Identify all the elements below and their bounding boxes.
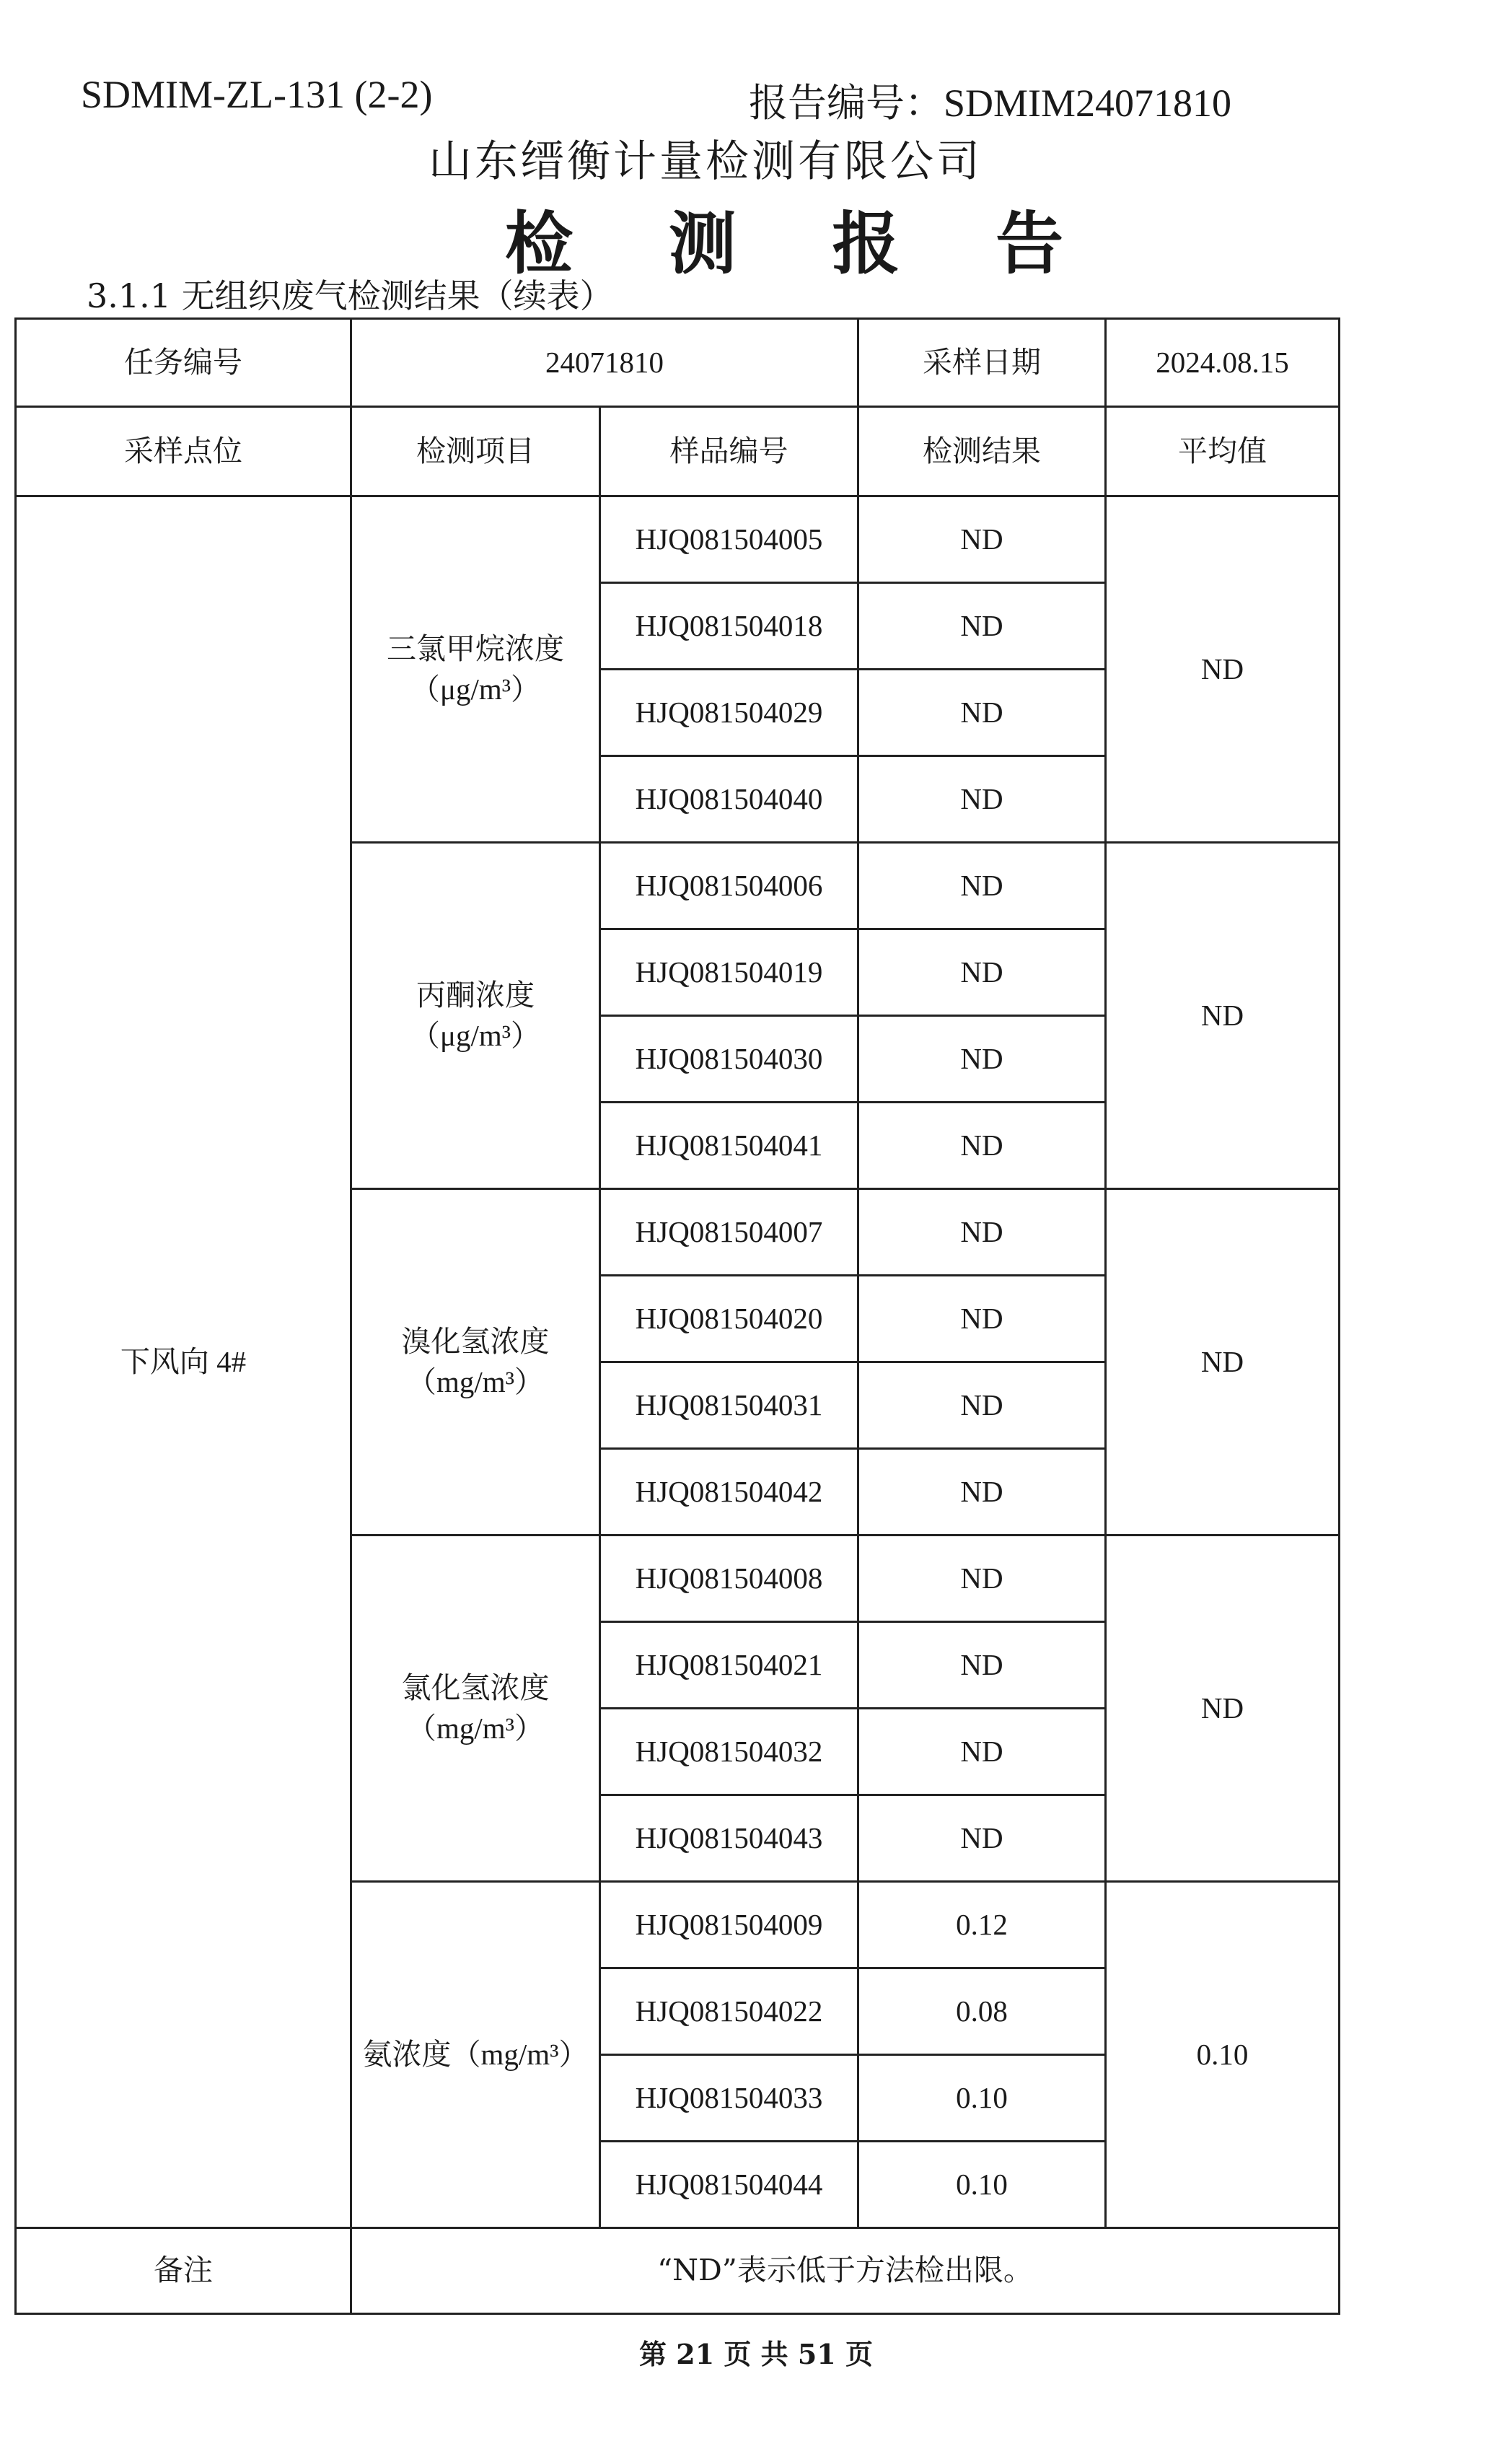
sample-id: HJQ081504031 (600, 1362, 858, 1449)
note-text: “ND”表示低于方法检出限。 (351, 2228, 1340, 2314)
test-result: ND (858, 1189, 1106, 1276)
test-result: ND (858, 1103, 1106, 1189)
section-title: 3.1.1 无组织废气检测结果（续表） (87, 276, 613, 315)
report-number: 报告编号：SDMIM24071810 (749, 82, 1232, 125)
table-row (16, 496, 1340, 583)
column-header-sample-id: 样品编号 (600, 407, 858, 496)
note-label: 备注 (16, 2228, 351, 2314)
sample-id: HJQ081504020 (600, 1276, 858, 1362)
test-result: ND (858, 1709, 1106, 1795)
test-item (351, 1882, 600, 2228)
form-code: SDMIM-ZL-131 (2-2) (81, 73, 433, 116)
test-result: 0.10 (858, 2142, 1106, 2228)
test-result: ND (858, 1016, 1106, 1103)
column-header-result: 检测结果 (858, 407, 1106, 496)
sample-id: HJQ081504042 (600, 1449, 858, 1536)
sample-id: HJQ081504018 (600, 583, 858, 670)
sample-id: HJQ081504009 (600, 1882, 858, 1968)
results-table (14, 317, 1340, 2315)
test-result: ND (858, 1362, 1106, 1449)
sample-id: HJQ081504044 (600, 2142, 858, 2228)
task-number-value: 24071810 (351, 319, 858, 407)
sample-id: HJQ081504041 (600, 1103, 858, 1189)
test-result: ND (858, 843, 1106, 929)
company-name: 山东缙衡计量检测有限公司 (428, 136, 983, 187)
test-result: 0.10 (858, 2055, 1106, 2142)
test-item-name: 氯化氢浓度 (401, 1671, 550, 1705)
test-result: ND (858, 670, 1106, 756)
test-result: ND (858, 1536, 1106, 1622)
sampling-date-label: 采样日期 (858, 319, 1106, 407)
sample-id: HJQ081504032 (600, 1709, 858, 1795)
test-item-unit: （μg/m³） (410, 1018, 541, 1052)
header-row (16, 407, 1340, 496)
column-header-item: 检测项目 (351, 407, 600, 496)
test-item (351, 1536, 600, 1882)
sample-id: HJQ081504019 (600, 929, 858, 1016)
test-result: 0.08 (858, 1968, 1106, 2055)
test-result: ND (858, 756, 1106, 843)
test-item-name: 三氯甲烷浓度 (387, 632, 564, 666)
sample-id: HJQ081504033 (600, 2055, 858, 2142)
column-header-location: 采样点位 (16, 407, 351, 496)
sample-id: HJQ081504022 (600, 1968, 858, 2055)
sample-id: HJQ081504006 (600, 843, 858, 929)
test-result: ND (858, 496, 1106, 583)
test-result: ND (858, 1449, 1106, 1536)
test-item-unit: （mg/m³） (407, 1711, 544, 1745)
column-header-average: 平均值 (1106, 407, 1340, 496)
test-item-unit: （mg/m³） (407, 1364, 544, 1398)
average-value: ND (1106, 496, 1340, 843)
average-value: ND (1106, 843, 1340, 1189)
test-item (351, 1189, 600, 1536)
test-item-name: 丙酮浓度 (416, 978, 535, 1012)
average-value: ND (1106, 1189, 1340, 1536)
info-row (16, 319, 1340, 407)
sample-id: HJQ081504029 (600, 670, 858, 756)
document-title: 检 测 报 告 (505, 204, 1100, 284)
sample-id: HJQ081504043 (600, 1795, 858, 1882)
test-item (351, 496, 600, 843)
sample-id: HJQ081504021 (600, 1622, 858, 1709)
note-row (16, 2228, 1340, 2314)
test-result: ND (858, 929, 1106, 1016)
average-value: 0.10 (1106, 1882, 1340, 2228)
test-item (351, 843, 600, 1189)
sample-id: HJQ081504030 (600, 1016, 858, 1103)
sampling-location: 下风向 4# (16, 496, 351, 2228)
test-result: ND (858, 1622, 1106, 1709)
average-value: ND (1106, 1536, 1340, 1882)
test-result: ND (858, 583, 1106, 670)
sample-id: HJQ081504005 (600, 496, 858, 583)
sample-id: HJQ081504008 (600, 1536, 858, 1622)
test-result: ND (858, 1795, 1106, 1882)
page-number: 第 21 页 共 51 页 (639, 2338, 873, 2370)
sample-id: HJQ081504040 (600, 756, 858, 843)
sample-id: HJQ081504007 (600, 1189, 858, 1276)
test-item-name: 溴化氢浓度 (401, 1325, 550, 1359)
test-result: ND (858, 1276, 1106, 1362)
sampling-date-value: 2024.08.15 (1106, 319, 1340, 407)
test-result: 0.12 (858, 1882, 1106, 1968)
test-item-name: 氨浓度（mg/m³） (362, 2037, 589, 2071)
task-number-label: 任务编号 (16, 319, 351, 407)
test-item-unit: （μg/m³） (410, 672, 541, 706)
